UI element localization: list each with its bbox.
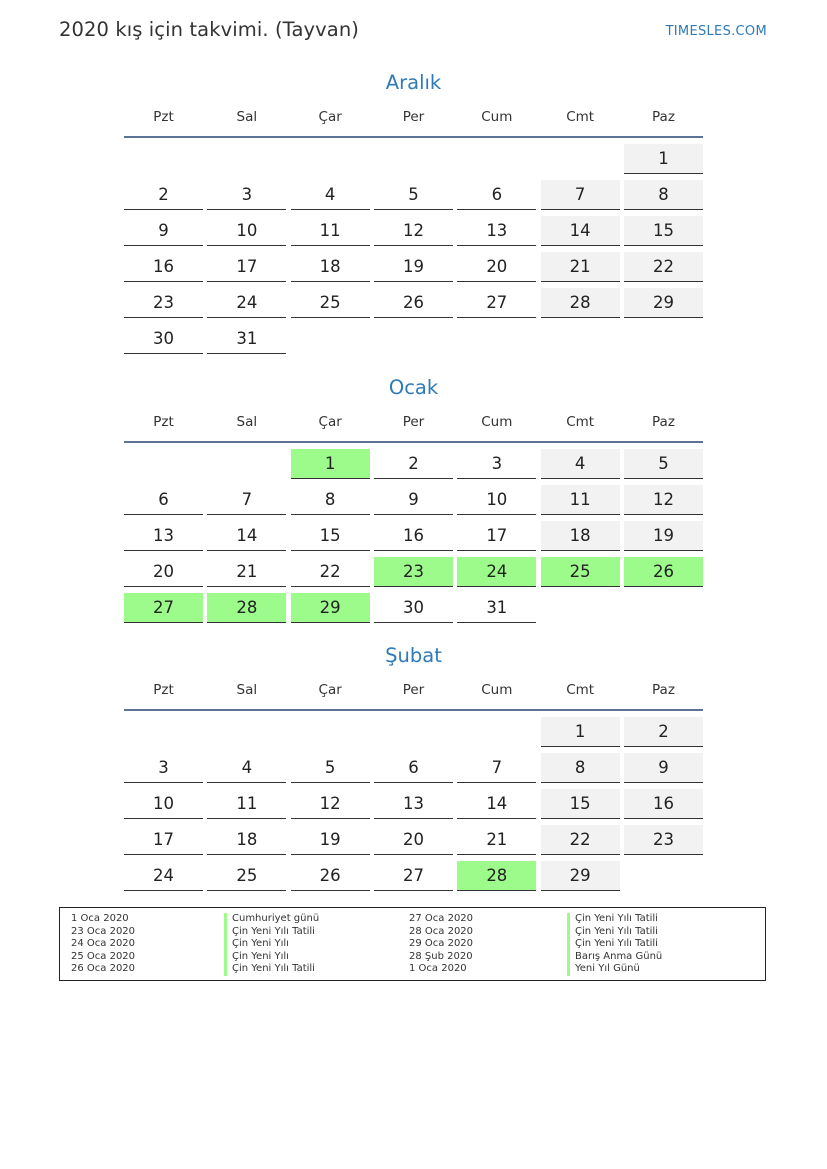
- month-calendar-december: [124, 68, 703, 354]
- legend-dates-left: [71, 913, 135, 976]
- weekday-label: Cmt: [566, 414, 595, 430]
- day-cell: 19: [291, 825, 370, 855]
- day-cell: 19: [374, 252, 453, 282]
- day-cell: 21: [541, 252, 620, 282]
- holiday-legend: [59, 907, 766, 981]
- day-cell: 23: [124, 288, 203, 318]
- day-cell: 5: [291, 753, 370, 783]
- weekday-label: Cum: [481, 109, 513, 125]
- day-cell: 13: [457, 216, 536, 246]
- day-cell: 24: [124, 861, 203, 891]
- day-cell: 31: [457, 593, 536, 623]
- legend-date: 26 Oca 2020: [71, 963, 136, 975]
- legend-holiday-name: Çin Yeni Yılı Tatili: [224, 963, 319, 976]
- day-cell: 17: [124, 825, 203, 855]
- day-cell: 14: [541, 216, 620, 246]
- legend-date: 28 Oca 2020: [409, 925, 474, 937]
- legend-holiday-name: Çin Yeni Yılı: [224, 938, 319, 951]
- day-cell: 12: [374, 216, 453, 246]
- weekday-header: [124, 671, 703, 711]
- day-cell: 23: [374, 557, 453, 587]
- day-cell: 20: [124, 557, 203, 587]
- legend-dates-right: [409, 913, 473, 976]
- day-cell: 4: [207, 753, 286, 783]
- day-cell: 20: [457, 252, 536, 282]
- day-cell: 17: [457, 521, 536, 551]
- legend-holiday-name: Çin Yeni Yılı Tatili: [567, 913, 662, 926]
- day-cell: 15: [624, 216, 703, 246]
- day-cell: 5: [374, 180, 453, 210]
- day-cell: 25: [207, 861, 286, 891]
- day-cell: 26: [624, 557, 703, 587]
- day-cell: 26: [291, 861, 370, 891]
- day-cell: 16: [374, 521, 453, 551]
- day-cell: 30: [124, 324, 203, 354]
- day-cell: 3: [457, 449, 536, 479]
- day-cell: 20: [374, 825, 453, 855]
- day-cell: 2: [374, 449, 453, 479]
- weekday-label: Pzt: [153, 682, 174, 698]
- day-cell: 11: [291, 216, 370, 246]
- legend-date: 25 Oca 2020: [71, 950, 136, 962]
- day-cell: 18: [541, 521, 620, 551]
- day-cell: 4: [291, 180, 370, 210]
- legend-holiday-name: Yeni Yıl Günü: [567, 963, 662, 976]
- day-cell: 13: [374, 789, 453, 819]
- day-cell: 3: [124, 753, 203, 783]
- day-cell: 1: [291, 449, 370, 479]
- day-cell: 8: [541, 753, 620, 783]
- day-cell: 22: [624, 252, 703, 282]
- day-cell: 14: [457, 789, 536, 819]
- day-cell: 2: [124, 180, 203, 210]
- day-cell: 15: [291, 521, 370, 551]
- month-title: Ocak: [388, 376, 439, 399]
- weekday-label: Sal: [236, 109, 258, 125]
- page-title: 2020 kış için takvimi. (Tayvan): [59, 18, 359, 41]
- weekday-label: Çar: [318, 109, 342, 125]
- day-cell: 25: [541, 557, 620, 587]
- legend-holiday-name: Çin Yeni Yılı Tatili: [567, 938, 662, 951]
- weekday-label: Cum: [481, 682, 513, 698]
- legend-holiday-name: Çin Yeni Yılı Tatili: [224, 926, 319, 939]
- day-cell: 18: [291, 252, 370, 282]
- day-cell: 13: [124, 521, 203, 551]
- legend-date: 24 Oca 2020: [71, 938, 136, 950]
- legend-holiday-name: Barış Anma Günü: [567, 951, 662, 964]
- day-cell: 28: [457, 861, 536, 891]
- day-cell: 10: [457, 485, 536, 515]
- day-cell: 28: [207, 593, 286, 623]
- weekday-label: Çar: [318, 414, 342, 430]
- day-cell: 9: [624, 753, 703, 783]
- day-cell: 21: [207, 557, 286, 587]
- legend-holiday-name: Cumhuriyet günü: [224, 913, 319, 926]
- day-cell: 7: [207, 485, 286, 515]
- day-cell: 29: [291, 593, 370, 623]
- weekday-label: Cum: [481, 414, 513, 430]
- weekday-label: Sal: [236, 682, 258, 698]
- legend-date: 1 Oca 2020: [71, 913, 129, 924]
- day-cell: 15: [541, 789, 620, 819]
- weekday-label: Cmt: [566, 109, 595, 125]
- day-cell: 17: [207, 252, 286, 282]
- day-cell: 24: [207, 288, 286, 318]
- day-grid: [124, 449, 703, 623]
- day-cell: 1: [541, 717, 620, 747]
- day-cell: 19: [624, 521, 703, 551]
- day-cell: 14: [207, 521, 286, 551]
- day-cell: 8: [624, 180, 703, 210]
- day-cell: 16: [624, 789, 703, 819]
- day-cell: 9: [124, 216, 203, 246]
- legend-date: 28 Şub 2020: [409, 950, 473, 962]
- day-cell: 31: [207, 324, 286, 354]
- day-cell: 22: [291, 557, 370, 587]
- weekday-header: [124, 98, 703, 138]
- legend-names-right: [567, 913, 662, 976]
- weekday-label: Çar: [318, 682, 342, 698]
- day-cell: 27: [374, 861, 453, 891]
- day-cell: 16: [124, 252, 203, 282]
- day-cell: 26: [374, 288, 453, 318]
- day-cell: 29: [541, 861, 620, 891]
- day-cell: 1: [624, 144, 703, 174]
- legend-date: 1 Oca 2020: [409, 963, 467, 975]
- weekday-label: Pzt: [153, 414, 174, 430]
- weekday-label: Paz: [652, 682, 675, 698]
- month-calendar-january: [124, 373, 703, 623]
- day-cell: 5: [624, 449, 703, 479]
- weekday-label: Per: [402, 682, 425, 698]
- day-cell: 27: [457, 288, 536, 318]
- day-cell: 18: [207, 825, 286, 855]
- weekday-label: Pzt: [153, 109, 174, 125]
- day-cell: 10: [124, 789, 203, 819]
- site-link[interactable]: TIMESLES.COM: [665, 24, 767, 39]
- day-cell: 23: [624, 825, 703, 855]
- day-cell: 11: [541, 485, 620, 515]
- month-title: Şubat: [385, 644, 442, 667]
- day-cell: 6: [374, 753, 453, 783]
- legend-date: 27 Oca 2020: [409, 913, 474, 924]
- weekday-label: Paz: [652, 414, 675, 430]
- day-grid: [124, 717, 703, 891]
- day-cell: 12: [624, 485, 703, 515]
- weekday-label: Per: [402, 414, 425, 430]
- day-cell: 28: [541, 288, 620, 318]
- day-cell: 9: [374, 485, 453, 515]
- day-cell: 21: [457, 825, 536, 855]
- day-cell: 8: [291, 485, 370, 515]
- legend-date: 23 Oca 2020: [71, 925, 136, 937]
- legend-holiday-name: Çin Yeni Yılı: [224, 951, 319, 964]
- day-cell: 6: [124, 485, 203, 515]
- day-cell: 6: [457, 180, 536, 210]
- day-cell: 3: [207, 180, 286, 210]
- day-cell: 10: [207, 216, 286, 246]
- day-cell: 4: [541, 449, 620, 479]
- day-cell: 24: [457, 557, 536, 587]
- day-cell: 30: [374, 593, 453, 623]
- day-cell: 11: [207, 789, 286, 819]
- day-cell: 12: [291, 789, 370, 819]
- weekday-label: Sal: [236, 414, 258, 430]
- day-cell: 27: [124, 593, 203, 623]
- legend-date: 29 Oca 2020: [409, 938, 474, 950]
- legend-holiday-name: Çin Yeni Yılı Tatili: [567, 926, 662, 939]
- weekday-label: Cmt: [566, 682, 595, 698]
- weekday-label: Per: [402, 109, 425, 125]
- weekday-label: Paz: [652, 109, 675, 125]
- day-cell: 29: [624, 288, 703, 318]
- day-cell: 2: [624, 717, 703, 747]
- day-grid: [124, 144, 703, 354]
- weekday-header: [124, 403, 703, 443]
- day-cell: 7: [457, 753, 536, 783]
- month-calendar-february: [124, 641, 703, 891]
- day-cell: 22: [541, 825, 620, 855]
- legend-names-left: [224, 913, 319, 976]
- day-cell: 7: [541, 180, 620, 210]
- day-cell: 25: [291, 288, 370, 318]
- month-title: Aralık: [385, 71, 442, 94]
